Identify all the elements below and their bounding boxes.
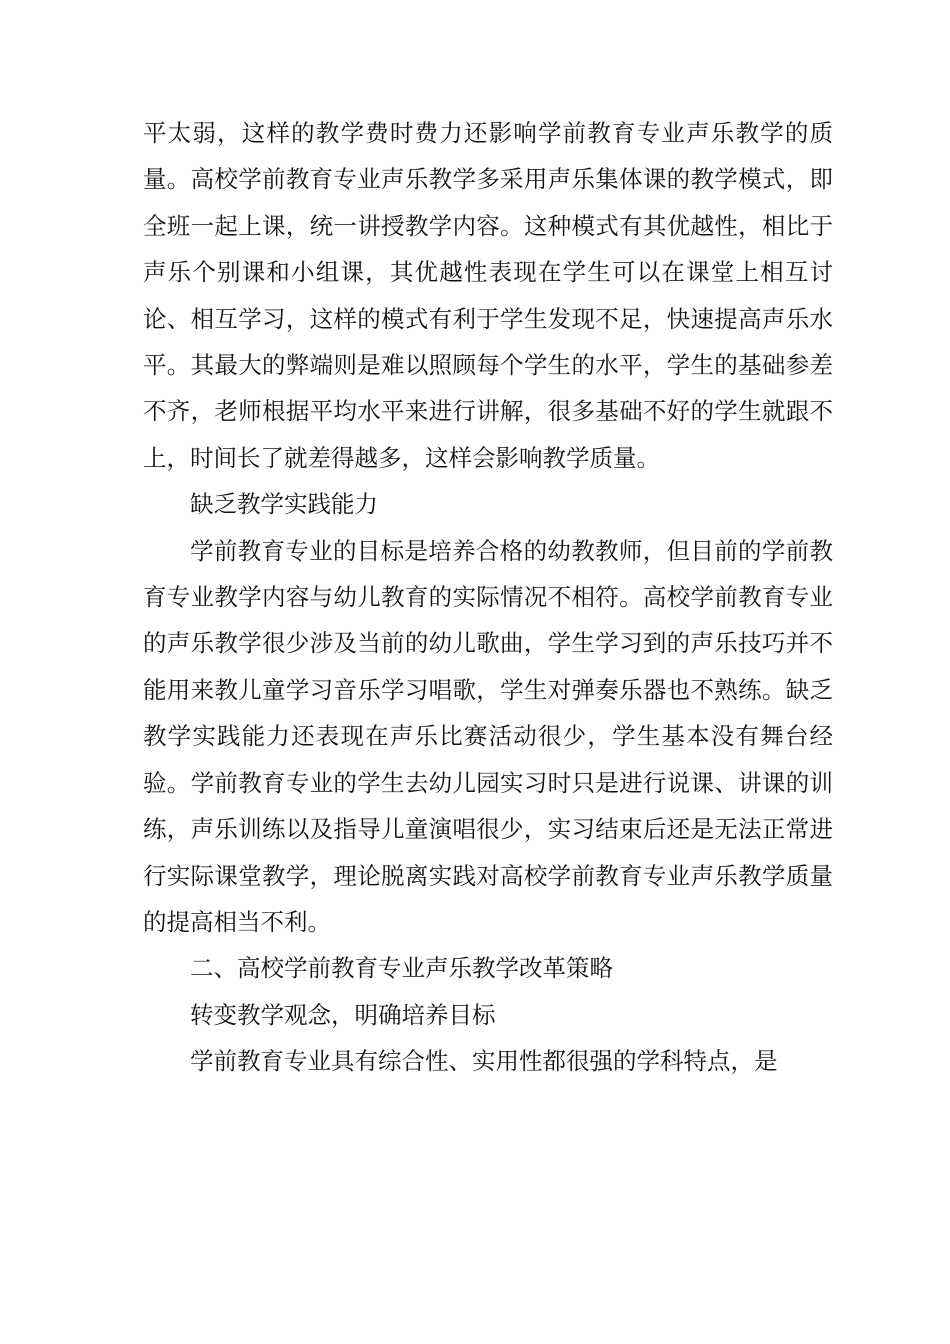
heading-change-concept: 转变教学观念，明确培养目标 — [190, 1000, 496, 1029]
heading-lack-practice: 缺乏教学实践能力 — [190, 490, 378, 519]
heading-reform-strategy: 二、高校学前教育专业声乐教学改革策略 — [190, 954, 613, 983]
paragraph-teaching-mode: 平太弱，这样的教学费时费力还影响学前教育专业声乐教学的质量。高校学前教育专业声乐教学多采用声乐集体课的教学模式，即全班一起上课，统一讲授教学内容。这种模式有其优越性，相比于声乐个别课和小组课，其优越性表现在学生可以在课堂上相互讨论、相互学习，这样的模式有利于学生发现不足，快速提高声乐水平。其最大的弊端则是难以照顾每个学生的水平，学生的基础参差不齐，老师根据平均水平来进行讲解，很多基础不好的学生就跟不上，时间长了就差得越多，这样会影响教学质量。 — [143, 119, 833, 472]
paragraph-discipline-features: 学前教育专业具有综合性、实用性都很强的学科特点，是 — [190, 1047, 778, 1076]
document-page — [143, 110, 833, 1085]
paragraph-practice-ability: 学前教育专业的目标是培养合格的幼教教师，但目前的学前教育专业教学内容与幼儿教育的实际情况不相符。高校学前教育专业的声乐教学很少涉及当前的幼儿歌曲，学生学习到的声乐技巧并不能用来教儿童学习音乐学习唱歌，学生对弹奏乐器也不熟练。缺乏教学实践能力还表现在声乐比赛活动很少，学生基本没有舞台经验。学前教育专业的学生去幼儿园实习时只是进行说课、讲课的训练，声乐训练以及指导儿童演唱很少，实习结束后还是无法正常进行实际课堂教学，理论脱离实践对高校学前教育专业声乐教学质量的提高相当不利。 — [143, 536, 833, 936]
